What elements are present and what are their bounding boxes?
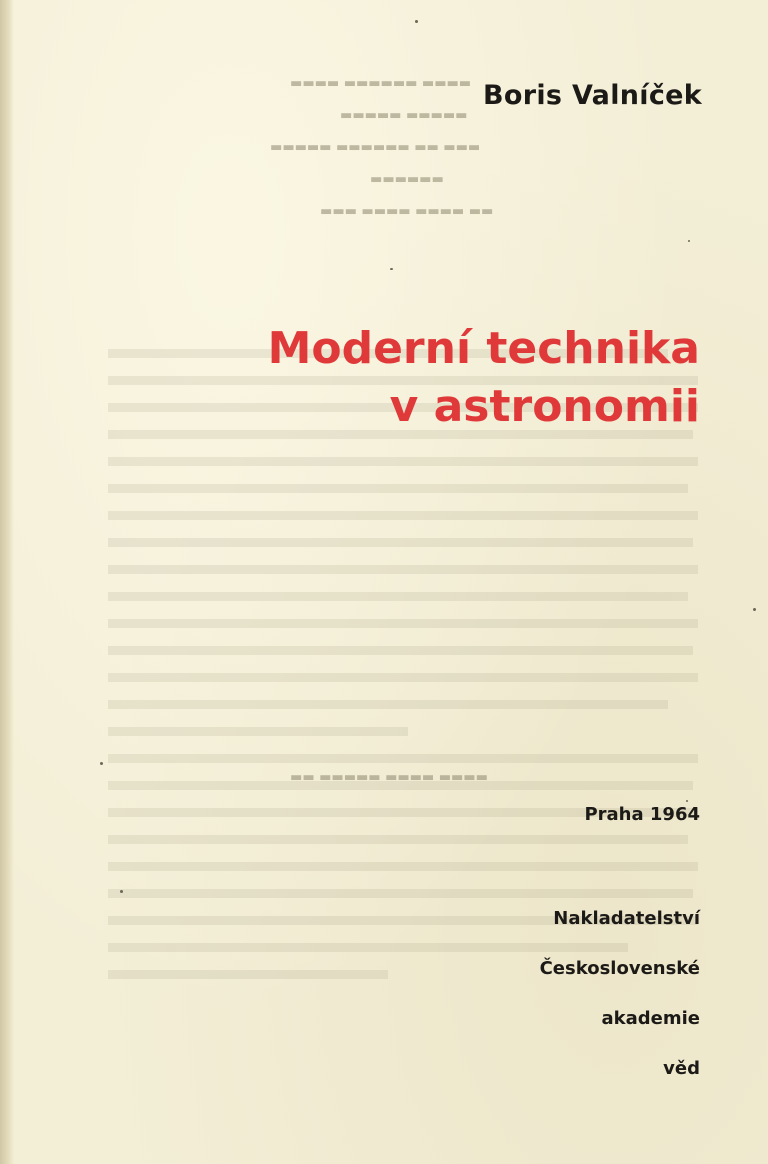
book-title-line-2: v astronomii (389, 381, 700, 432)
publisher-line-2: Československé (539, 958, 700, 979)
show-through-text-block (108, 340, 708, 997)
show-through-mirror-2: ▬▬▬▬▬ ▬▬▬▬▬ (340, 108, 468, 123)
ink-speck (688, 240, 690, 242)
author-name: Boris Valníček (482, 80, 702, 111)
show-through-mirror-1: ▬▬▬▬ ▬▬▬▬▬▬ ▬▬▬▬ (290, 76, 472, 91)
show-through-mirror-5: ▬▬ ▬▬▬▬ ▬▬▬▬ ▬▬▬ (320, 204, 494, 219)
place-and-year: Praha 1964 (584, 804, 700, 825)
page-binding-edge (0, 0, 14, 1164)
ink-speck (390, 268, 393, 270)
show-through-mirror-3: ▬▬▬ ▬▬ ▬▬▬▬▬▬ ▬▬▬▬▬ (270, 140, 481, 155)
publisher-line-4: věd (663, 1058, 700, 1079)
book-title (268, 320, 700, 436)
book-title-line-1: Moderní technika (267, 323, 700, 374)
ink-speck (753, 608, 756, 611)
show-through-mirror-6: ▬▬▬▬ ▬▬▬▬ ▬▬▬▬▬ ▬▬ (290, 770, 488, 785)
ink-speck (415, 20, 418, 23)
ink-speck (100, 762, 103, 765)
publisher-line-3: akademie (601, 1008, 700, 1029)
publisher-line-1: Nakladatelství (553, 908, 700, 929)
ink-speck (686, 800, 688, 802)
ink-speck (120, 890, 123, 893)
show-through-mirror-4: ▬▬▬▬▬▬ (370, 172, 444, 187)
